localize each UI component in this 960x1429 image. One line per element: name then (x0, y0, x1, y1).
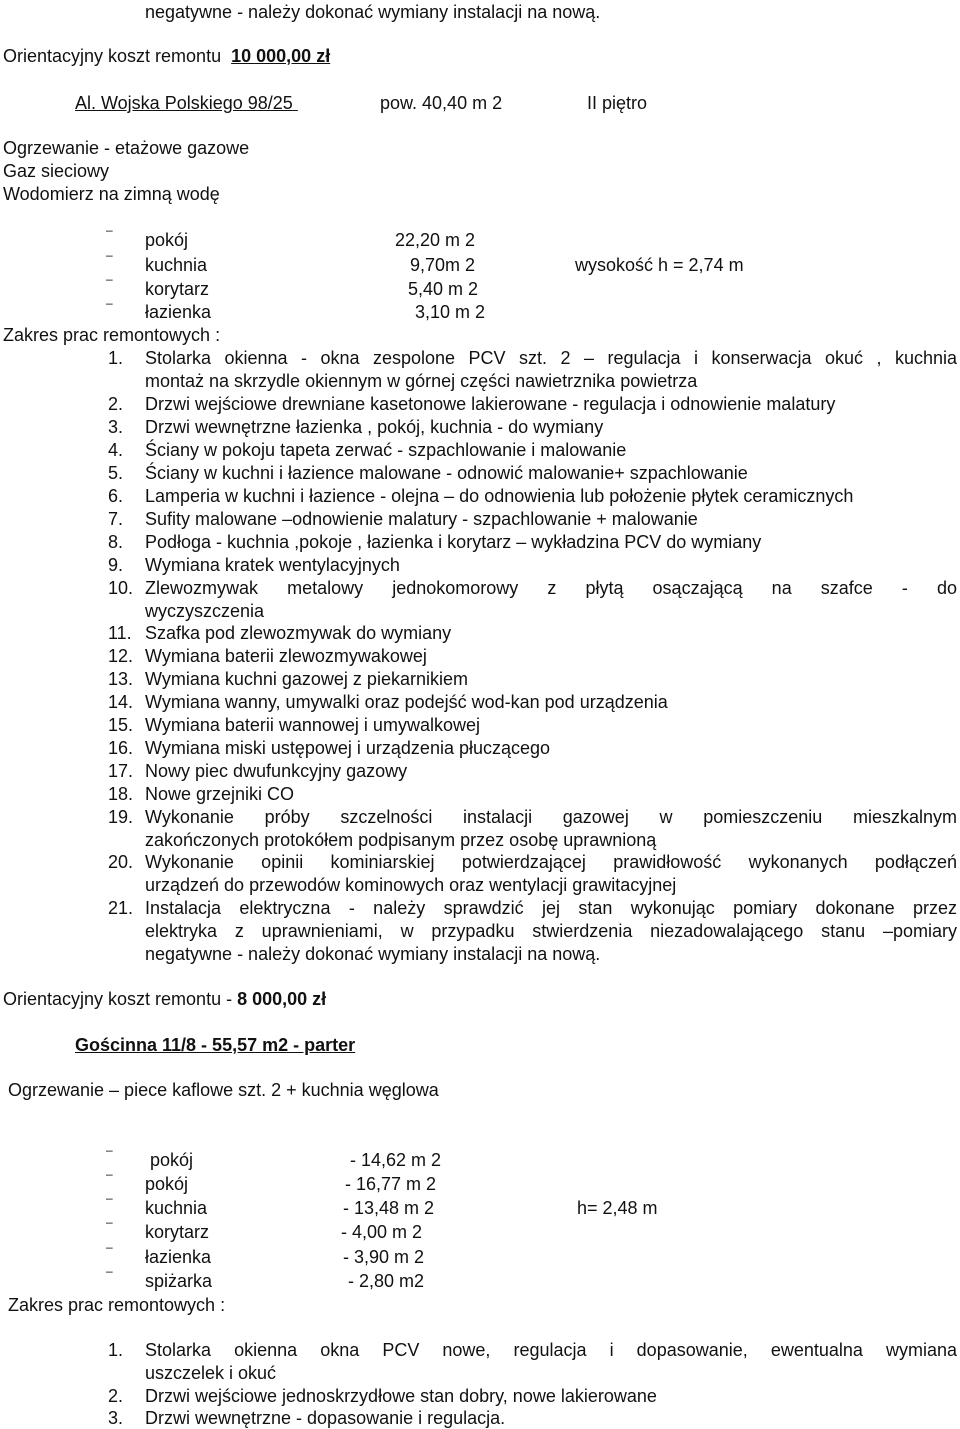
room-area: - 13,48 m 2 (343, 1198, 435, 1218)
room-name: pokój (145, 1174, 189, 1194)
item-text: Drzwi wewnętrzne łazienka , pokój, kuchnia - do wymiany (145, 417, 604, 437)
cost-value: 10 000,00 zł (231, 46, 331, 66)
room-name: spiżarka (145, 1271, 213, 1291)
cost-line-previous (3, 45, 330, 67)
bullet-dash: – (106, 272, 113, 286)
item-text-continuation: zakończonych protokółem podpisanym przez osobę uprawnioną (145, 830, 657, 850)
item-number: 18. (108, 784, 134, 804)
carryover-line: negatywne - należy dokonać wymiany instalacji na nową. (145, 2, 601, 22)
item-text: Wymiana miski ustępowej i urządzenia płuczącego (145, 738, 551, 758)
item-number: 2. (108, 394, 124, 414)
item-text: Wykonanie próby szczelności instalacji gazowej w pomieszczeniu mieszkalnym (145, 807, 957, 827)
item-number: 8. (108, 532, 124, 552)
apartment-1-water: Wodomierz na zimną wodę (3, 184, 220, 204)
item-text-continuation: wyczyszczenia (145, 601, 265, 621)
room-name: korytarz (145, 1222, 210, 1242)
item-text: elektryka z uprawnieniami, w przypadku stwierdzenia niezadowalającego stanu –pomiary (145, 921, 957, 941)
item-text: Wymiana kuchni gazowej z piekarnikiem (145, 669, 468, 689)
item-number: 20. (108, 852, 134, 872)
item-text: Ściany w kuchni i łazience malowane - odnowić malowanie+ szpachlowanie (145, 463, 748, 483)
apartment-1-scope-title: Zakres prac remontowych : (3, 325, 221, 345)
item-number: 11. (108, 623, 132, 643)
item-text: Drzwi wejściowe drewniane kasetonowe lakierowane - regulacja i odnowienie malatury (145, 394, 836, 414)
bullet-dash: – (106, 1143, 113, 1157)
apartment-1-floor: II piętro (587, 93, 648, 113)
item-number: 5. (108, 463, 124, 483)
room-area: - 16,77 m 2 (345, 1174, 437, 1194)
item-text: Stolarka okienna - okna zespolone PCV szt. 2 – regulacja i konserwacja okuć , kuchnia (145, 348, 957, 368)
item-number: 9. (108, 555, 124, 575)
item-text-continuation: montaż na skrzydle okiennym w górnej części nawietrznika powietrza (145, 371, 698, 391)
item-text-continuation: negatywne - należy dokonać wymiany instalacji na nową. (145, 944, 601, 964)
room-name: korytarz (145, 279, 210, 299)
room-area: - 4,00 m 2 (341, 1222, 423, 1242)
item-number: 1. (108, 348, 124, 368)
bullet-dash: – (106, 248, 113, 262)
item-text: Instalacja elektryczna - należy sprawdzić jej stan wykonując pomiary dokonane przez (145, 898, 957, 918)
bullet-dash: – (106, 1167, 113, 1181)
bullet-dash: – (106, 1191, 113, 1205)
item-text: Sufity malowane –odnowienie malatury - szpachlowanie + malowanie (145, 509, 698, 529)
apartment-1-header (75, 92, 671, 114)
item-text-continuation: urządzeń do przewodów kominowych oraz wentylacji grawitacyjnej (145, 875, 677, 895)
apartment-1-area: pow. 40,40 m 2 (380, 93, 503, 113)
bullet-dash: – (106, 223, 113, 237)
item-number: 3. (108, 417, 124, 437)
room-area: - 14,62 m 2 (350, 1150, 442, 1170)
apartment-2-height: h= 2,48 m (577, 1198, 658, 1218)
item-text: Wymiana kratek wentylacyjnych (145, 555, 400, 575)
bullet-dash: – (106, 1264, 113, 1278)
item-text: Podłoga - kuchnia ,pokoje , łazienka i korytarz – wykładzina PCV do wymiany (145, 532, 762, 552)
item-number: 1. (108, 1340, 124, 1360)
room-name: pokój (145, 230, 189, 250)
room-area: - 2,80 m2 (348, 1271, 425, 1291)
item-text-continuation: uszczelek i okuć (145, 1363, 277, 1383)
room-area: 3,10 m 2 (415, 302, 486, 322)
item-number: 3. (108, 1408, 124, 1428)
item-number: 7. (108, 509, 124, 529)
item-number: 17. (108, 761, 134, 781)
item-text: Ściany w pokoju tapeta zerwać - szpachlowanie i malowanie (145, 440, 627, 460)
apartment-2-heating: Ogrzewanie – piece kaflowe szt. 2 + kuchnia węglowa (8, 1080, 439, 1100)
room-area: 5,40 m 2 (408, 279, 479, 299)
item-number: 16. (108, 738, 134, 758)
item-number: 4. (108, 440, 124, 460)
apartment-1-cost-line (3, 988, 326, 1010)
item-text: Nowy piec dwufunkcyjny gazowy (145, 761, 408, 781)
item-number: 6. (108, 486, 124, 506)
apartment-1-gas: Gaz sieciowy (3, 161, 110, 181)
item-text: Drzwi wewnętrzne - dopasowanie i regulacja. (145, 1408, 506, 1428)
room-name: łazienka (145, 1247, 212, 1267)
item-number: 21. (108, 898, 134, 918)
item-text: Wymiana wanny, umywalki oraz podejść wod-kan pod urządzenia (145, 692, 668, 712)
item-number: 19. (108, 807, 134, 827)
room-area: 22,20 m 2 (395, 230, 476, 250)
cost-label: Orientacyjny koszt remontu - (3, 989, 233, 1009)
item-number: 12. (108, 646, 134, 666)
item-number: 10. (108, 578, 134, 598)
item-text: Wymiana baterii zlewozmywakowej (145, 646, 427, 666)
bullet-dash: – (106, 296, 113, 310)
room-area: - 3,90 m 2 (343, 1247, 425, 1267)
room-area: 9,70m 2 (410, 255, 476, 275)
item-text: Nowe grzejniki CO (145, 784, 295, 804)
room-name: pokój (150, 1150, 194, 1170)
item-text-continuation (145, 920, 957, 942)
room-name: kuchnia (145, 255, 208, 275)
bullet-dash: – (106, 1215, 113, 1229)
apartment-1-heating: Ogrzewanie - etażowe gazowe (3, 138, 250, 158)
cost-value: 8 000,00 zł (237, 989, 327, 1009)
item-number: 14. (108, 692, 134, 712)
item-text: Lamperia w kuchni i łazience - olejna – do odnowienia lub położenie płytek ceramicznych (145, 486, 854, 506)
apartment-1-height: wysokość h = 2,74 m (575, 255, 744, 275)
item-number: 15. (108, 715, 134, 735)
item-number: 13. (108, 669, 134, 689)
cost-label: Orientacyjny koszt remontu (3, 46, 222, 66)
apartment-2-header: Gościnna 11/8 - 55,57 m2 - parter (75, 1035, 356, 1055)
bullet-dash: – (106, 1240, 113, 1254)
apartment-1-address: Al. Wojska Polskiego 98/25 (75, 93, 293, 113)
item-text: Stolarka okienna okna PCV nowe, regulacja i dopasowanie, ewentualna wymiana (145, 1340, 957, 1360)
item-text: Zlewozmywak metalowy jednokomorowy z płytą osączającą na szafce - do (145, 578, 957, 598)
apartment-2-scope-title: Zakres prac remontowych : (8, 1295, 226, 1315)
room-name: kuchnia (145, 1198, 208, 1218)
item-text: Drzwi wejściowe jednoskrzydłowe stan dobry, nowe lakierowane (145, 1386, 657, 1406)
item-text: Wykonanie opinii kominiarskiej potwierdzającej prawidłowość wykonanych podłączeń (145, 852, 957, 872)
room-name: łazienka (145, 302, 212, 322)
item-text: Wymiana baterii wannowej i umywalkowej (145, 715, 480, 735)
item-text: Szafka pod zlewozmywak do wymiany (145, 623, 452, 643)
item-number: 2. (108, 1386, 124, 1406)
